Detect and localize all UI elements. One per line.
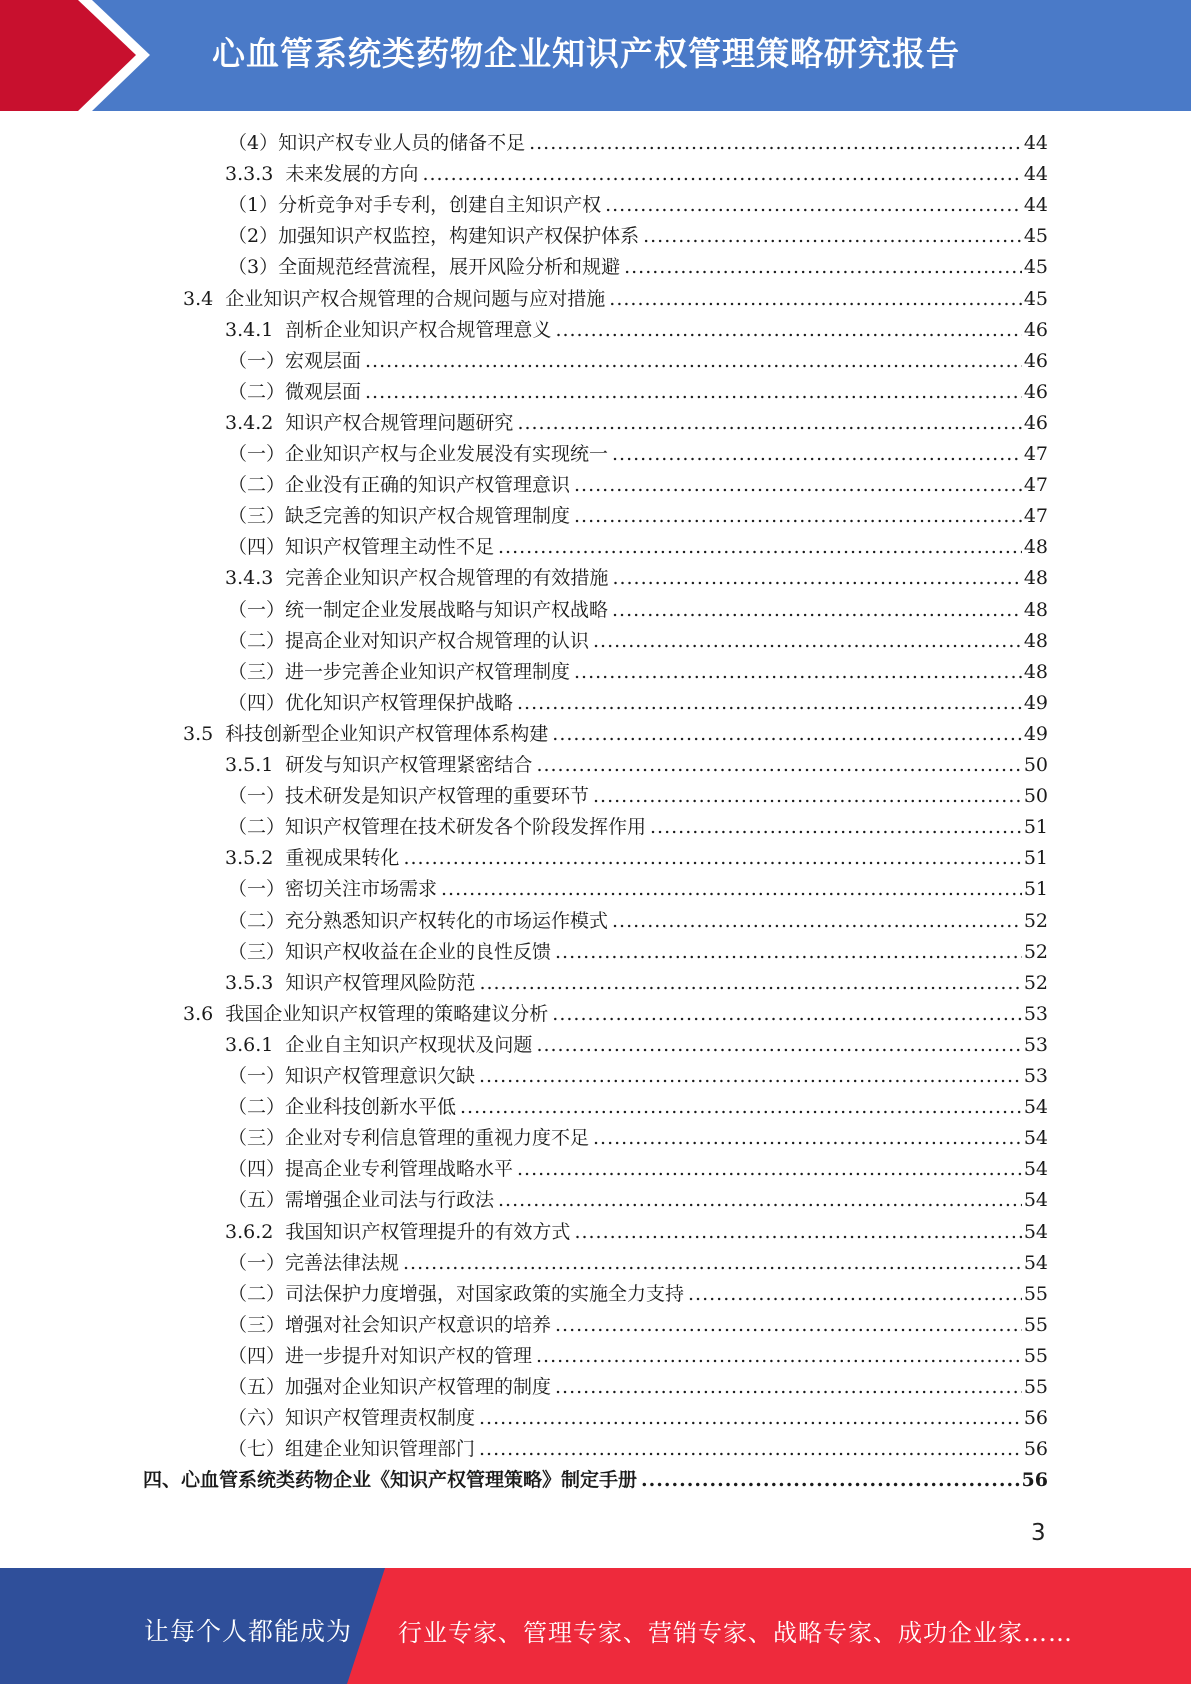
- toc-entry-page: 46: [1023, 380, 1048, 403]
- toc-entry-page: 47: [1023, 443, 1048, 465]
- toc-entry-page: 53: [1023, 1033, 1048, 1056]
- toc-dot-leader: [643, 221, 1022, 252]
- toc-entry-label: （七）组建企业知识管理部门: [228, 1438, 476, 1461]
- toc-entry-page: 54: [1023, 1220, 1048, 1243]
- toc-entry[interactable]: [228, 1154, 1048, 1185]
- toc-entry-page: 49: [1023, 691, 1048, 714]
- toc-entry-page: 44: [1023, 194, 1048, 217]
- toc-dot-leader: [479, 1061, 1022, 1092]
- toc-entry-page: 45: [1023, 225, 1048, 248]
- toc-entry-page: 51: [1023, 878, 1048, 901]
- toc-entry[interactable]: [228, 1248, 1048, 1279]
- toc-entry-page: 54: [1023, 1127, 1048, 1150]
- toc-entry[interactable]: [228, 1372, 1048, 1403]
- toc-entry-label: （四）进一步提升对知识产权的管理: [228, 1344, 533, 1367]
- toc-dot-leader: [555, 1310, 1022, 1341]
- toc-entry-label: 3.5 科技创新型企业知识产权管理体系构建: [183, 722, 549, 745]
- toc-dot-leader: [552, 999, 1022, 1030]
- toc-entry-label: （三）企业对专利信息管理的重视力度不足: [228, 1127, 590, 1150]
- toc-dot-leader: [536, 750, 1021, 781]
- toc-entry[interactable]: [225, 843, 1048, 874]
- toc-entry-page: 45: [1023, 256, 1048, 279]
- toc-dot-leader: [574, 657, 1022, 688]
- toc-entry[interactable]: [228, 1403, 1048, 1434]
- toc-entry[interactable]: [228, 1092, 1048, 1123]
- footer-slogan-right: 行业专家、管理专家、营销专家、战略专家、成功企业家……: [398, 1619, 1073, 1647]
- header-chevron-decoration: [0, 0, 150, 111]
- toc-entry[interactable]: [225, 1030, 1048, 1061]
- toc-entry[interactable]: [228, 377, 1048, 408]
- toc-entry[interactable]: [143, 1465, 1048, 1496]
- toc-dot-leader: [422, 159, 1021, 190]
- toc-entry[interactable]: [228, 1185, 1048, 1216]
- toc-entry-page: 56: [1021, 1469, 1048, 1492]
- toc-dot-leader: [555, 937, 1022, 968]
- toc-entry-page: 50: [1023, 785, 1048, 808]
- toc-entry[interactable]: [228, 532, 1048, 563]
- toc-entry-label: （三）缺乏完善的知识产权合规管理制度: [228, 505, 571, 528]
- report-title: 心血管系统类药物企业知识产权管理策略研究报告: [212, 34, 960, 73]
- toc-entry[interactable]: [228, 688, 1048, 719]
- toc-entry-label: 3.4.3 完善企业知识产权合规管理的有效措施: [225, 567, 609, 590]
- toc-entry[interactable]: [228, 937, 1048, 968]
- toc-entry-label: （二）微观层面: [228, 380, 362, 403]
- toc-entry-page: 55: [1023, 1376, 1048, 1398]
- toc-dot-leader: [574, 470, 1022, 501]
- toc-entry-label: （一）完善法律法规: [228, 1251, 400, 1274]
- toc-dot-leader: [609, 284, 1022, 315]
- toc-dot-leader: [517, 408, 1021, 439]
- toc-entry-page: 54: [1023, 1189, 1048, 1212]
- toc-entry-label: 3.4.1 剖析企业知识产权合规管理意义: [225, 318, 552, 341]
- toc-entry[interactable]: [228, 1341, 1048, 1372]
- toc-entry-label: （4）知识产权专业人员的储备不足: [228, 132, 526, 154]
- toc-entry-page: 54: [1023, 1251, 1048, 1274]
- toc-dot-leader: [498, 1185, 1022, 1216]
- toc-entry[interactable]: [183, 999, 1048, 1030]
- toc-entry-page: 52: [1023, 971, 1048, 994]
- toc-entry-label: （一）宏观层面: [228, 349, 362, 372]
- toc-entry[interactable]: [228, 439, 1048, 470]
- toc-entry-label: （二）知识产权管理在技术研发各个阶段发挥作用: [228, 816, 647, 839]
- toc-dot-leader: [593, 781, 1022, 812]
- toc-dot-leader: [365, 346, 1022, 377]
- toc-entry-label: （一）知识产权管理意识欠缺: [228, 1065, 476, 1087]
- toc-dot-leader: [498, 532, 1022, 563]
- toc-dot-leader: [529, 128, 1022, 159]
- toc-entry[interactable]: [225, 1217, 1048, 1248]
- toc-dot-leader: [641, 1465, 1020, 1496]
- page-footer: [0, 1568, 1191, 1684]
- toc-entry-label: 3.5.3 知识产权管理风险防范: [225, 971, 476, 994]
- toc-entry[interactable]: [225, 750, 1048, 781]
- toc-entry-page: 49: [1023, 722, 1048, 745]
- toc-entry[interactable]: [228, 346, 1048, 377]
- toc-entry-page: 46: [1023, 411, 1048, 434]
- toc-entry-label: 3.6.2 我国知识产权管理提升的有效方式: [225, 1220, 571, 1243]
- toc-entry-label: （六）知识产权管理责权制度: [228, 1407, 476, 1430]
- toc-dot-leader: [650, 812, 1022, 843]
- toc-entry-page: 44: [1023, 163, 1048, 186]
- toc-entry-label: （一）技术研发是知识产权管理的重要环节: [228, 785, 590, 808]
- toc-entry-label: 3.6 我国企业知识产权管理的策略建议分析: [183, 1002, 549, 1025]
- toc-entry[interactable]: [228, 874, 1048, 905]
- toc-entry[interactable]: [225, 563, 1048, 594]
- toc-entry[interactable]: [228, 128, 1048, 159]
- toc-dot-leader: [517, 688, 1022, 719]
- toc-entry[interactable]: [228, 626, 1048, 657]
- toc-entry[interactable]: [228, 657, 1048, 688]
- toc-entry[interactable]: [225, 408, 1048, 439]
- toc-entry-label: （二）企业科技创新水平低: [228, 1096, 457, 1119]
- toc-entry-label: 3.6.1 企业自主知识产权现状及问题: [225, 1033, 533, 1056]
- toc-entry[interactable]: [228, 501, 1048, 532]
- toc-entry-label: （二）提高企业对知识产权合规管理的认识: [228, 629, 590, 652]
- toc-entry-page: 47: [1023, 505, 1048, 528]
- toc-entry[interactable]: [183, 719, 1048, 750]
- toc-entry[interactable]: [228, 252, 1048, 283]
- toc-entry-label: 3.4 企业知识产权合规管理的合规问题与应对措施: [183, 287, 606, 310]
- toc-entry-label: （四）提高企业专利管理战略水平: [228, 1158, 514, 1181]
- toc-dot-leader: [479, 968, 1021, 999]
- toc-dot-leader: [403, 843, 1021, 874]
- toc-entry-label: 3.4.2 知识产权合规管理问题研究: [225, 411, 514, 434]
- toc-dot-leader: [552, 719, 1022, 750]
- toc-dot-leader: [593, 626, 1022, 657]
- toc-entry-page: 53: [1023, 1002, 1048, 1025]
- toc-entry-page: 46: [1023, 318, 1048, 341]
- toc-entry-label: （二）充分熟悉知识产权转化的市场运作模式: [228, 909, 609, 932]
- toc-entry-page: 48: [1023, 567, 1048, 590]
- toc-dot-leader: [688, 1279, 1022, 1310]
- toc-entry-page: 53: [1023, 1065, 1048, 1087]
- toc-entry[interactable]: [225, 968, 1048, 999]
- toc-entry-label: 3.3.3 未来发展的方向: [225, 163, 419, 186]
- toc-dot-leader: [612, 906, 1022, 937]
- toc-entry[interactable]: [228, 906, 1048, 937]
- toc-entry[interactable]: [228, 470, 1048, 501]
- page-number: 3: [1031, 1520, 1046, 1546]
- toc-entry-label: （二）企业没有正确的知识产权管理意识: [228, 474, 571, 497]
- toc-entry-page: 48: [1023, 629, 1048, 652]
- toc-entry-page: 55: [1023, 1313, 1048, 1336]
- toc-entry[interactable]: [228, 1123, 1048, 1154]
- toc-entry-label: （二）司法保护力度增强，对国家政策的实施全力支持: [228, 1282, 685, 1305]
- toc-entry-page: 50: [1023, 754, 1048, 776]
- toc-entry[interactable]: [228, 1310, 1048, 1341]
- toc-dot-leader: [612, 439, 1022, 470]
- toc-dot-leader: [479, 1403, 1022, 1434]
- toc-entry-page: 45: [1023, 287, 1048, 310]
- toc-entry-page: 51: [1023, 847, 1048, 870]
- toc-entry[interactable]: [225, 159, 1048, 190]
- toc-entry-label: 四、心血管系统类药物企业《知识产权管理策略》制定手册: [143, 1469, 638, 1492]
- toc-dot-leader: [479, 1434, 1022, 1465]
- toc-dot-leader: [441, 874, 1022, 905]
- toc-dot-leader: [555, 315, 1021, 346]
- toc-entry-label: （五）需增强企业司法与行政法: [228, 1189, 495, 1212]
- toc-dot-leader: [365, 377, 1022, 408]
- toc-entry[interactable]: [183, 284, 1048, 315]
- toc-dot-leader: [605, 190, 1022, 221]
- toc-dot-leader: [612, 563, 1021, 594]
- toc-entry-page: 48: [1023, 660, 1048, 683]
- toc-entry[interactable]: [228, 812, 1048, 843]
- toc-dot-leader: [536, 1341, 1022, 1372]
- toc-entry-page: 52: [1023, 940, 1048, 963]
- toc-entry-label: （1）分析竞争对手专利，创建自主知识产权: [228, 194, 602, 217]
- toc-entry[interactable]: [228, 1061, 1048, 1092]
- toc-entry-page: 54: [1023, 1096, 1048, 1119]
- toc-entry-label: （三）知识产权收益在企业的良性反馈: [228, 940, 552, 963]
- toc-entry-page: 56: [1023, 1438, 1048, 1461]
- toc-entry-page: 54: [1023, 1158, 1048, 1181]
- toc-entry-label: （三）进一步完善企业知识产权管理制度: [228, 660, 571, 683]
- toc-entry-page: 56: [1023, 1407, 1048, 1430]
- toc-entry[interactable]: [225, 315, 1048, 346]
- toc-entry-label: （一）密切关注市场需求: [228, 878, 438, 901]
- toc-entry[interactable]: [228, 190, 1048, 221]
- footer-slogan-left: 让每个人都能成为: [144, 1617, 353, 1646]
- toc-entry-page: 55: [1023, 1344, 1048, 1367]
- toc-dot-leader: [460, 1092, 1022, 1123]
- toc-entry-label: （四）优化知识产权管理保护战略: [228, 691, 514, 714]
- toc-dot-leader: [624, 252, 1022, 283]
- toc-dot-leader: [536, 1030, 1021, 1061]
- toc-entry-label: （3）全面规范经营流程，展开风险分析和规避: [228, 256, 621, 279]
- toc-entry-page: 44: [1023, 132, 1048, 154]
- toc-dot-leader: [612, 595, 1022, 626]
- toc-entry[interactable]: [228, 595, 1048, 626]
- toc-dot-leader: [574, 1217, 1021, 1248]
- toc-entry-page: 52: [1023, 909, 1048, 932]
- toc-dot-leader: [517, 1154, 1022, 1185]
- toc-entry[interactable]: [228, 1434, 1048, 1465]
- toc-entry-page: 48: [1023, 598, 1048, 621]
- toc-entry-page: 46: [1023, 349, 1048, 372]
- toc-entry-page: 47: [1023, 474, 1048, 497]
- page-header: [0, 0, 1191, 111]
- toc-dot-leader: [403, 1248, 1022, 1279]
- toc-entry[interactable]: [228, 221, 1048, 252]
- toc-dot-leader: [555, 1372, 1022, 1403]
- toc-entry-label: （五）加强对企业知识产权管理的制度: [228, 1376, 552, 1398]
- toc-dot-leader: [593, 1123, 1022, 1154]
- toc-entry-label: （一）统一制定企业发展战略与知识产权战略: [228, 598, 609, 621]
- toc-entry[interactable]: [228, 1279, 1048, 1310]
- toc-entry-label: （三）增强对社会知识产权意识的培养: [228, 1313, 552, 1336]
- toc-dot-leader: [574, 501, 1022, 532]
- toc-entry-label: （四）知识产权管理主动性不足: [228, 536, 495, 559]
- toc-entry-label: （2）加强知识产权监控，构建知识产权保护体系: [228, 225, 640, 248]
- toc-entry-label: （一）企业知识产权与企业发展没有实现统一: [228, 443, 609, 465]
- toc-entry[interactable]: [228, 781, 1048, 812]
- toc-entry-page: 55: [1023, 1282, 1048, 1305]
- toc-entry-label: 3.5.1 研发与知识产权管理紧密结合: [225, 754, 533, 776]
- toc-entry-page: 48: [1023, 536, 1048, 559]
- toc-entry-page: 51: [1023, 816, 1048, 839]
- toc-entry-label: 3.5.2 重视成果转化: [225, 847, 400, 870]
